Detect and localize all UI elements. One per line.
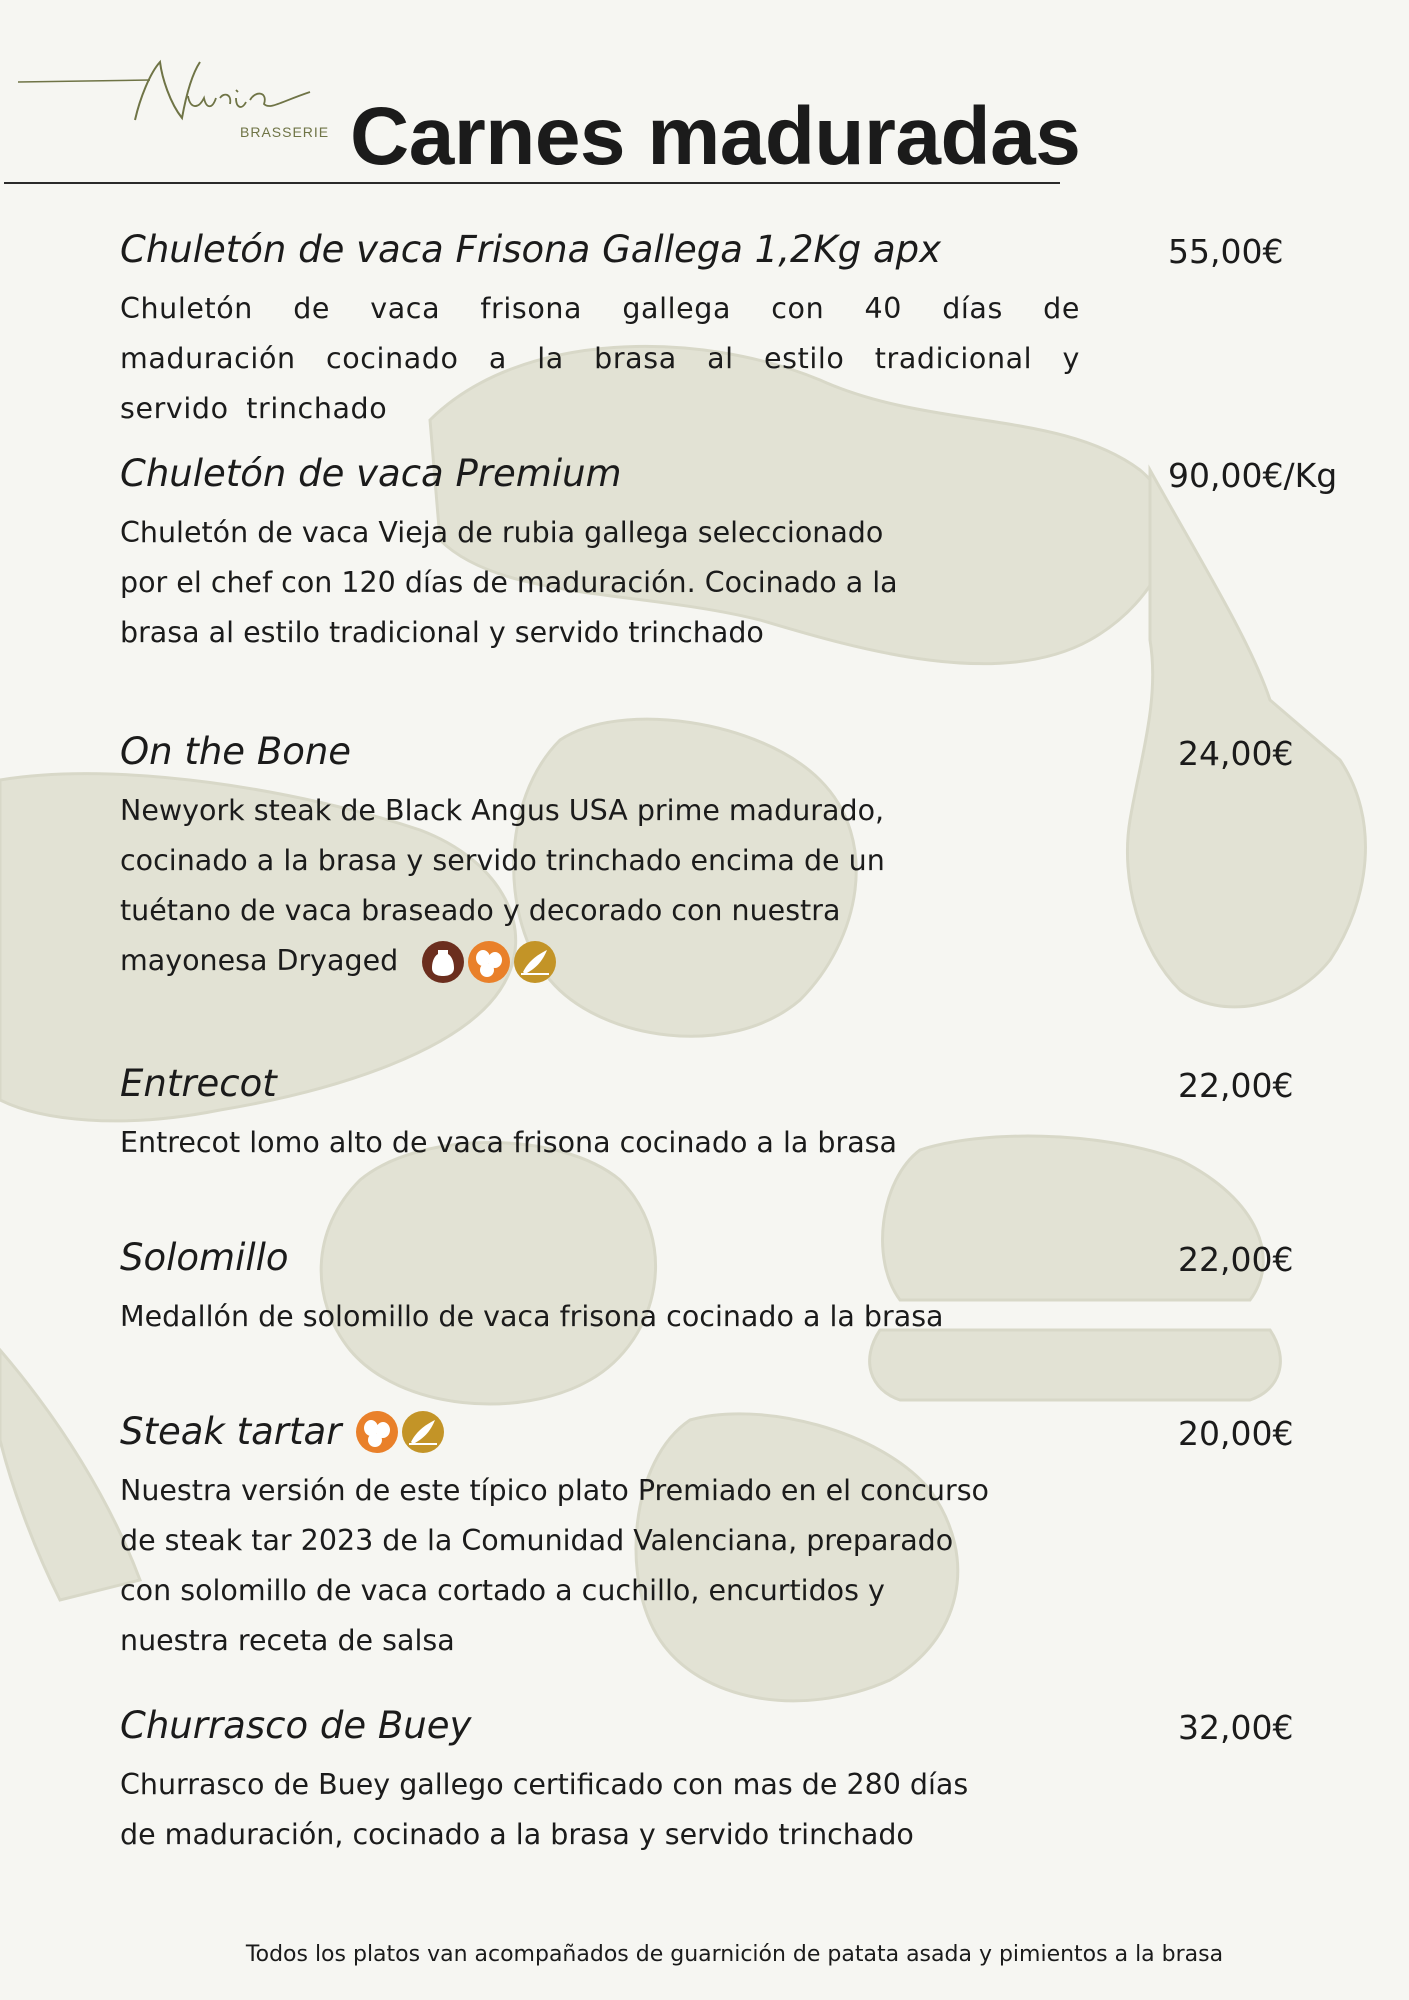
eggs-icon — [467, 940, 511, 984]
logo-subtitle: BRASSERIE — [240, 124, 330, 140]
item-description — [120, 1292, 1140, 1342]
item-price: 90,00€/Kg — [1168, 456, 1338, 495]
item-name — [120, 1410, 1360, 1454]
item-price: 55,00€ — [1168, 232, 1284, 271]
desc-line: Newyork steak de Black Angus USA prime madurado, — [120, 794, 885, 828]
item-price: 32,00€ — [1178, 1708, 1294, 1747]
menu-item — [120, 1236, 1360, 1342]
item-name: Solomillo — [120, 1236, 289, 1279]
desc-line: mayonesa Dryaged — [120, 944, 399, 978]
menu-item — [120, 730, 1360, 986]
footer-note: Todos los platos van acompañados de guarnición de patata asada y pimientos a la brasa — [245, 1942, 1224, 1967]
desc-line: tuétano de vaca braseado y decorado con nuestra — [120, 894, 841, 928]
desc-line: Entrecot lomo alto de vaca frisona cocinado a la brasa — [120, 1126, 897, 1160]
item-description — [120, 1466, 1180, 1666]
item-name: On the Bone — [120, 730, 352, 773]
item-description — [120, 1118, 1120, 1168]
item-description — [120, 508, 1080, 658]
menu-item — [120, 228, 1360, 434]
item-price: 22,00€ — [1178, 1066, 1294, 1105]
menu-item — [120, 1410, 1360, 1666]
desc-line: Nuestra versión de este típico plato Premiado en el concurso — [120, 1474, 989, 1508]
desc-line: nuestra receta de salsa — [120, 1624, 455, 1658]
item-name-text: Steak tartar — [120, 1410, 342, 1453]
allergen-icons — [355, 1410, 445, 1454]
item-price: 20,00€ — [1178, 1414, 1294, 1453]
item-description: Chuletón de vaca frisona gallega con 40 días de maduración cocinado a la brasa al estilo tradicional y servido trinchado — [120, 292, 1080, 426]
allergen-icons — [421, 940, 557, 984]
item-price: 22,00€ — [1178, 1240, 1294, 1279]
desc-line: brasa al estilo tradicional y servido trinchado — [120, 616, 764, 650]
item-name: Chuletón de vaca Frisona Gallega 1,2Kg apx — [120, 228, 942, 271]
title-underline — [4, 182, 1060, 184]
desc-line: con solomillo de vaca cortado a cuchillo, encurtidos y — [120, 1574, 885, 1608]
menu-item — [120, 452, 1360, 658]
eggs-icon — [355, 1410, 399, 1454]
desc-line: Chuletón de vaca Vieja de rubia gallega seleccionado — [120, 516, 884, 550]
item-name: Entrecot — [120, 1062, 277, 1105]
desc-line: Medallón de solomillo de vaca frisona cocinado a la brasa — [120, 1300, 944, 1334]
mustard-icon — [513, 940, 557, 984]
item-name: Churrasco de Buey — [120, 1704, 472, 1747]
desc-line: Churrasco de Buey gallego certificado con mas de 280 días — [120, 1768, 969, 1802]
desc-line: por el chef con 120 días de maduración. Cocinado a la — [120, 566, 898, 600]
menu-item — [120, 1704, 1360, 1860]
item-name: Chuletón de vaca Premium — [120, 452, 622, 495]
sulphites-icon — [421, 940, 465, 984]
item-description — [120, 786, 1080, 986]
mustard-icon — [401, 1410, 445, 1454]
item-price: 24,00€ — [1178, 734, 1294, 773]
desc-line-with-allergens — [120, 936, 1080, 986]
page-title: Carnes maduradas — [350, 91, 1081, 182]
menu-item — [120, 1062, 1360, 1168]
item-description — [120, 1760, 1160, 1860]
desc-line: de steak tar 2023 de la Comunidad Valenciana, preparado — [120, 1524, 954, 1558]
desc-line: de maduración, cocinado a la brasa y servido trinchado — [120, 1818, 914, 1852]
desc-line: cocinado a la brasa y servido trinchado encima de un — [120, 844, 885, 878]
